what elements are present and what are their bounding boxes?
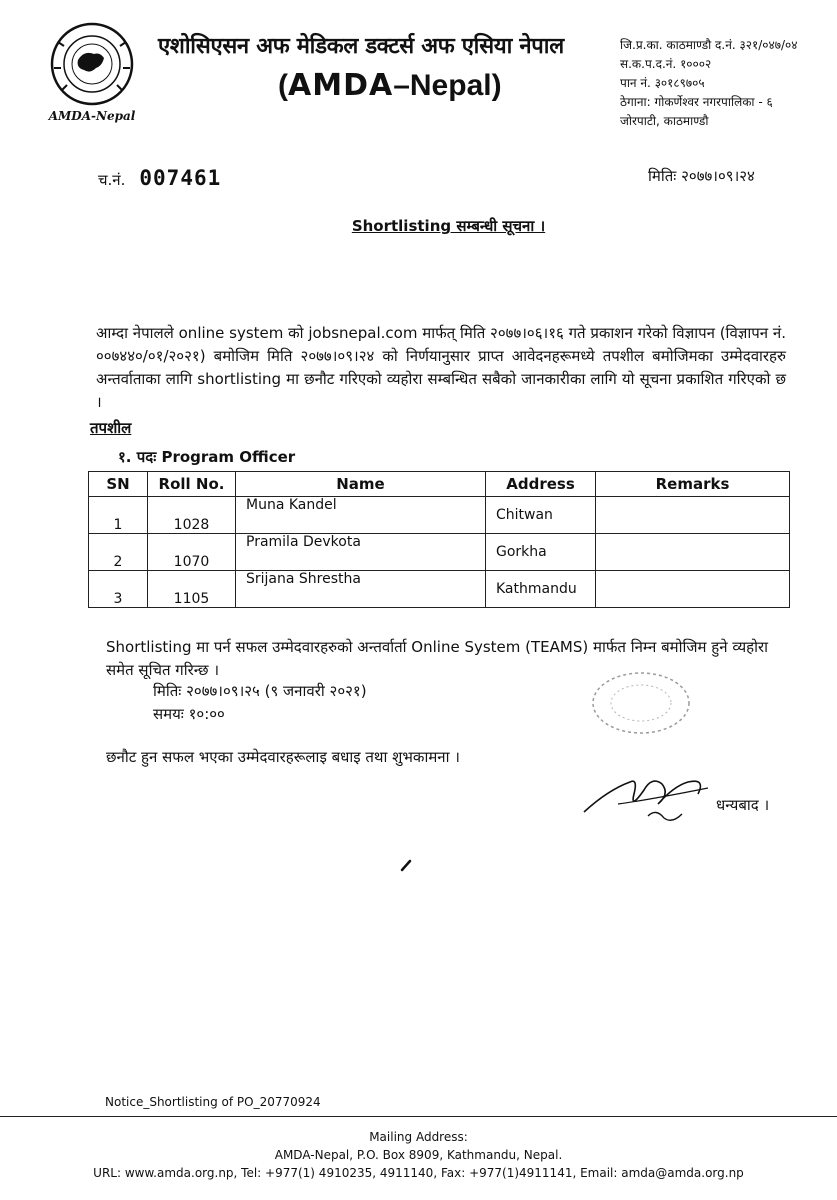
reference-label: च.नं.: [98, 171, 126, 189]
cell-remarks: [596, 497, 790, 534]
cell-name: Srijana Shrestha: [236, 571, 486, 608]
document-id: Notice_Shortlisting of PO_20770924: [105, 1095, 321, 1109]
cell-sn: 3: [89, 571, 148, 608]
header-name: Name: [236, 472, 486, 497]
org-name-suffix: –Nepal: [393, 69, 492, 102]
cell-roll: 1070: [148, 534, 236, 571]
pen-mark: [400, 858, 414, 872]
notice-body: आम्दा नेपालले online system को jobsnepal.com मार्फत् मिति २०७७।०६।१६ गते प्रकाशन गरेको विज्ञापन (विज्ञापन नं. ००७४४०/०१/२०२१) बमोजिम मिति २०७७।०९।२४ को निर्णयानुसार प्राप्त आवेदनहरूमध्ये तपशील बमोजिमका उम्मेदवारहरु अन्तर्वाताका लागि shortlisting मा छनौट गरिएको व्यहोरा सम्बन्धित सबैको जानकारीका लागि यो सूचना प्रकाशित गरिएको छ ।: [96, 324, 786, 411]
interview-date: मितिः २०७७।०९।२५ (९ जनावरी २०२१): [153, 682, 367, 700]
header-sn: SN: [89, 472, 148, 497]
contact-info: URL: www.amda.org.np, Tel: +977(1) 4910235, 4911140, Fax: +977(1)4911141, Email: amda@amda.org.np: [93, 1166, 744, 1180]
cell-address: Kathmandu: [486, 571, 596, 608]
mailing-address: AMDA-Nepal, P.O. Box 8909, Kathmandu, Nepal.: [274, 1148, 563, 1162]
cell-roll: 1028: [148, 497, 236, 534]
cell-roll: 1105: [148, 571, 236, 608]
details-heading: तपशील: [90, 419, 132, 437]
header-roll: Roll No.: [148, 472, 236, 497]
shortlist-table: [88, 471, 790, 608]
registration-info: [620, 36, 835, 131]
amda-logo: [28, 12, 156, 130]
interview-notice: Shortlisting मा पर्न सफल उम्मेदवारहरुको अन्तर्वार्ता Online System (TEAMS) मार्फत निम्न बमोजिम हुने व्यहोरा समेत सूचित गरिन्छ ।: [106, 638, 769, 679]
letter-date: मितिः २०७७।०९।२४: [648, 167, 755, 185]
signature: [578, 760, 728, 830]
subject-text: Shortlisting सम्बन्धी सूचना ।: [351, 217, 546, 235]
registration-line: जोरपाटी, काठमाण्डौ: [620, 114, 709, 128]
interview-time: समयः १०:००: [153, 705, 225, 723]
header-remarks: Remarks: [596, 472, 790, 497]
cell-name: Muna Kandel: [236, 497, 486, 534]
cell-sn: 2: [89, 534, 148, 571]
org-name-nepali: एशोसिएसन अफ मेडिकल डक्टर्स अफ एसिया नेपाल: [158, 34, 564, 59]
reference-value: 007461: [139, 166, 222, 190]
mailing-label: Mailing Address:: [369, 1130, 468, 1144]
logo-caption: AMDA-Nepal: [48, 109, 136, 123]
table-row: [89, 571, 790, 608]
stamp-mark: [586, 666, 696, 740]
registration-line: स.क.प.द.नं. १०००२: [620, 57, 712, 71]
subject-line: [0, 216, 837, 236]
congratulation-line: छनौट हुन सफल भएका उम्मेदवारहरूलाइ बधाइ तथा शुभकामना ।: [106, 748, 460, 766]
org-name-brand: AMDA: [288, 68, 394, 103]
header-address: Address: [486, 472, 596, 497]
post-title: १. पदः Program Officer: [118, 448, 296, 466]
registration-line: पान नं. ३०१८९७०५: [620, 76, 705, 90]
table-row: [89, 497, 790, 534]
table-header-row: [89, 472, 790, 497]
reference-number: [98, 166, 221, 190]
table-row: [89, 534, 790, 571]
cell-remarks: [596, 534, 790, 571]
cell-address: Gorkha: [486, 534, 596, 571]
cell-remarks: [596, 571, 790, 608]
footer-divider: [0, 1116, 837, 1117]
registration-line: ठेगाना: गोकर्णेश्वर नगरपालिका - ६: [620, 95, 773, 109]
org-name-open-paren: (: [278, 69, 288, 102]
org-name-close-paren: ): [491, 69, 502, 102]
org-name-english: [278, 68, 502, 103]
cell-address: Chitwan: [486, 497, 596, 534]
thanks-text: धन्यबाद ।: [716, 796, 770, 814]
registration-line: जि.प्र.का. काठमाण्डौ द.नं. ३२१/०४७/०४: [620, 38, 798, 52]
cell-name: Pramila Devkota: [236, 534, 486, 571]
cell-sn: 1: [89, 497, 148, 534]
